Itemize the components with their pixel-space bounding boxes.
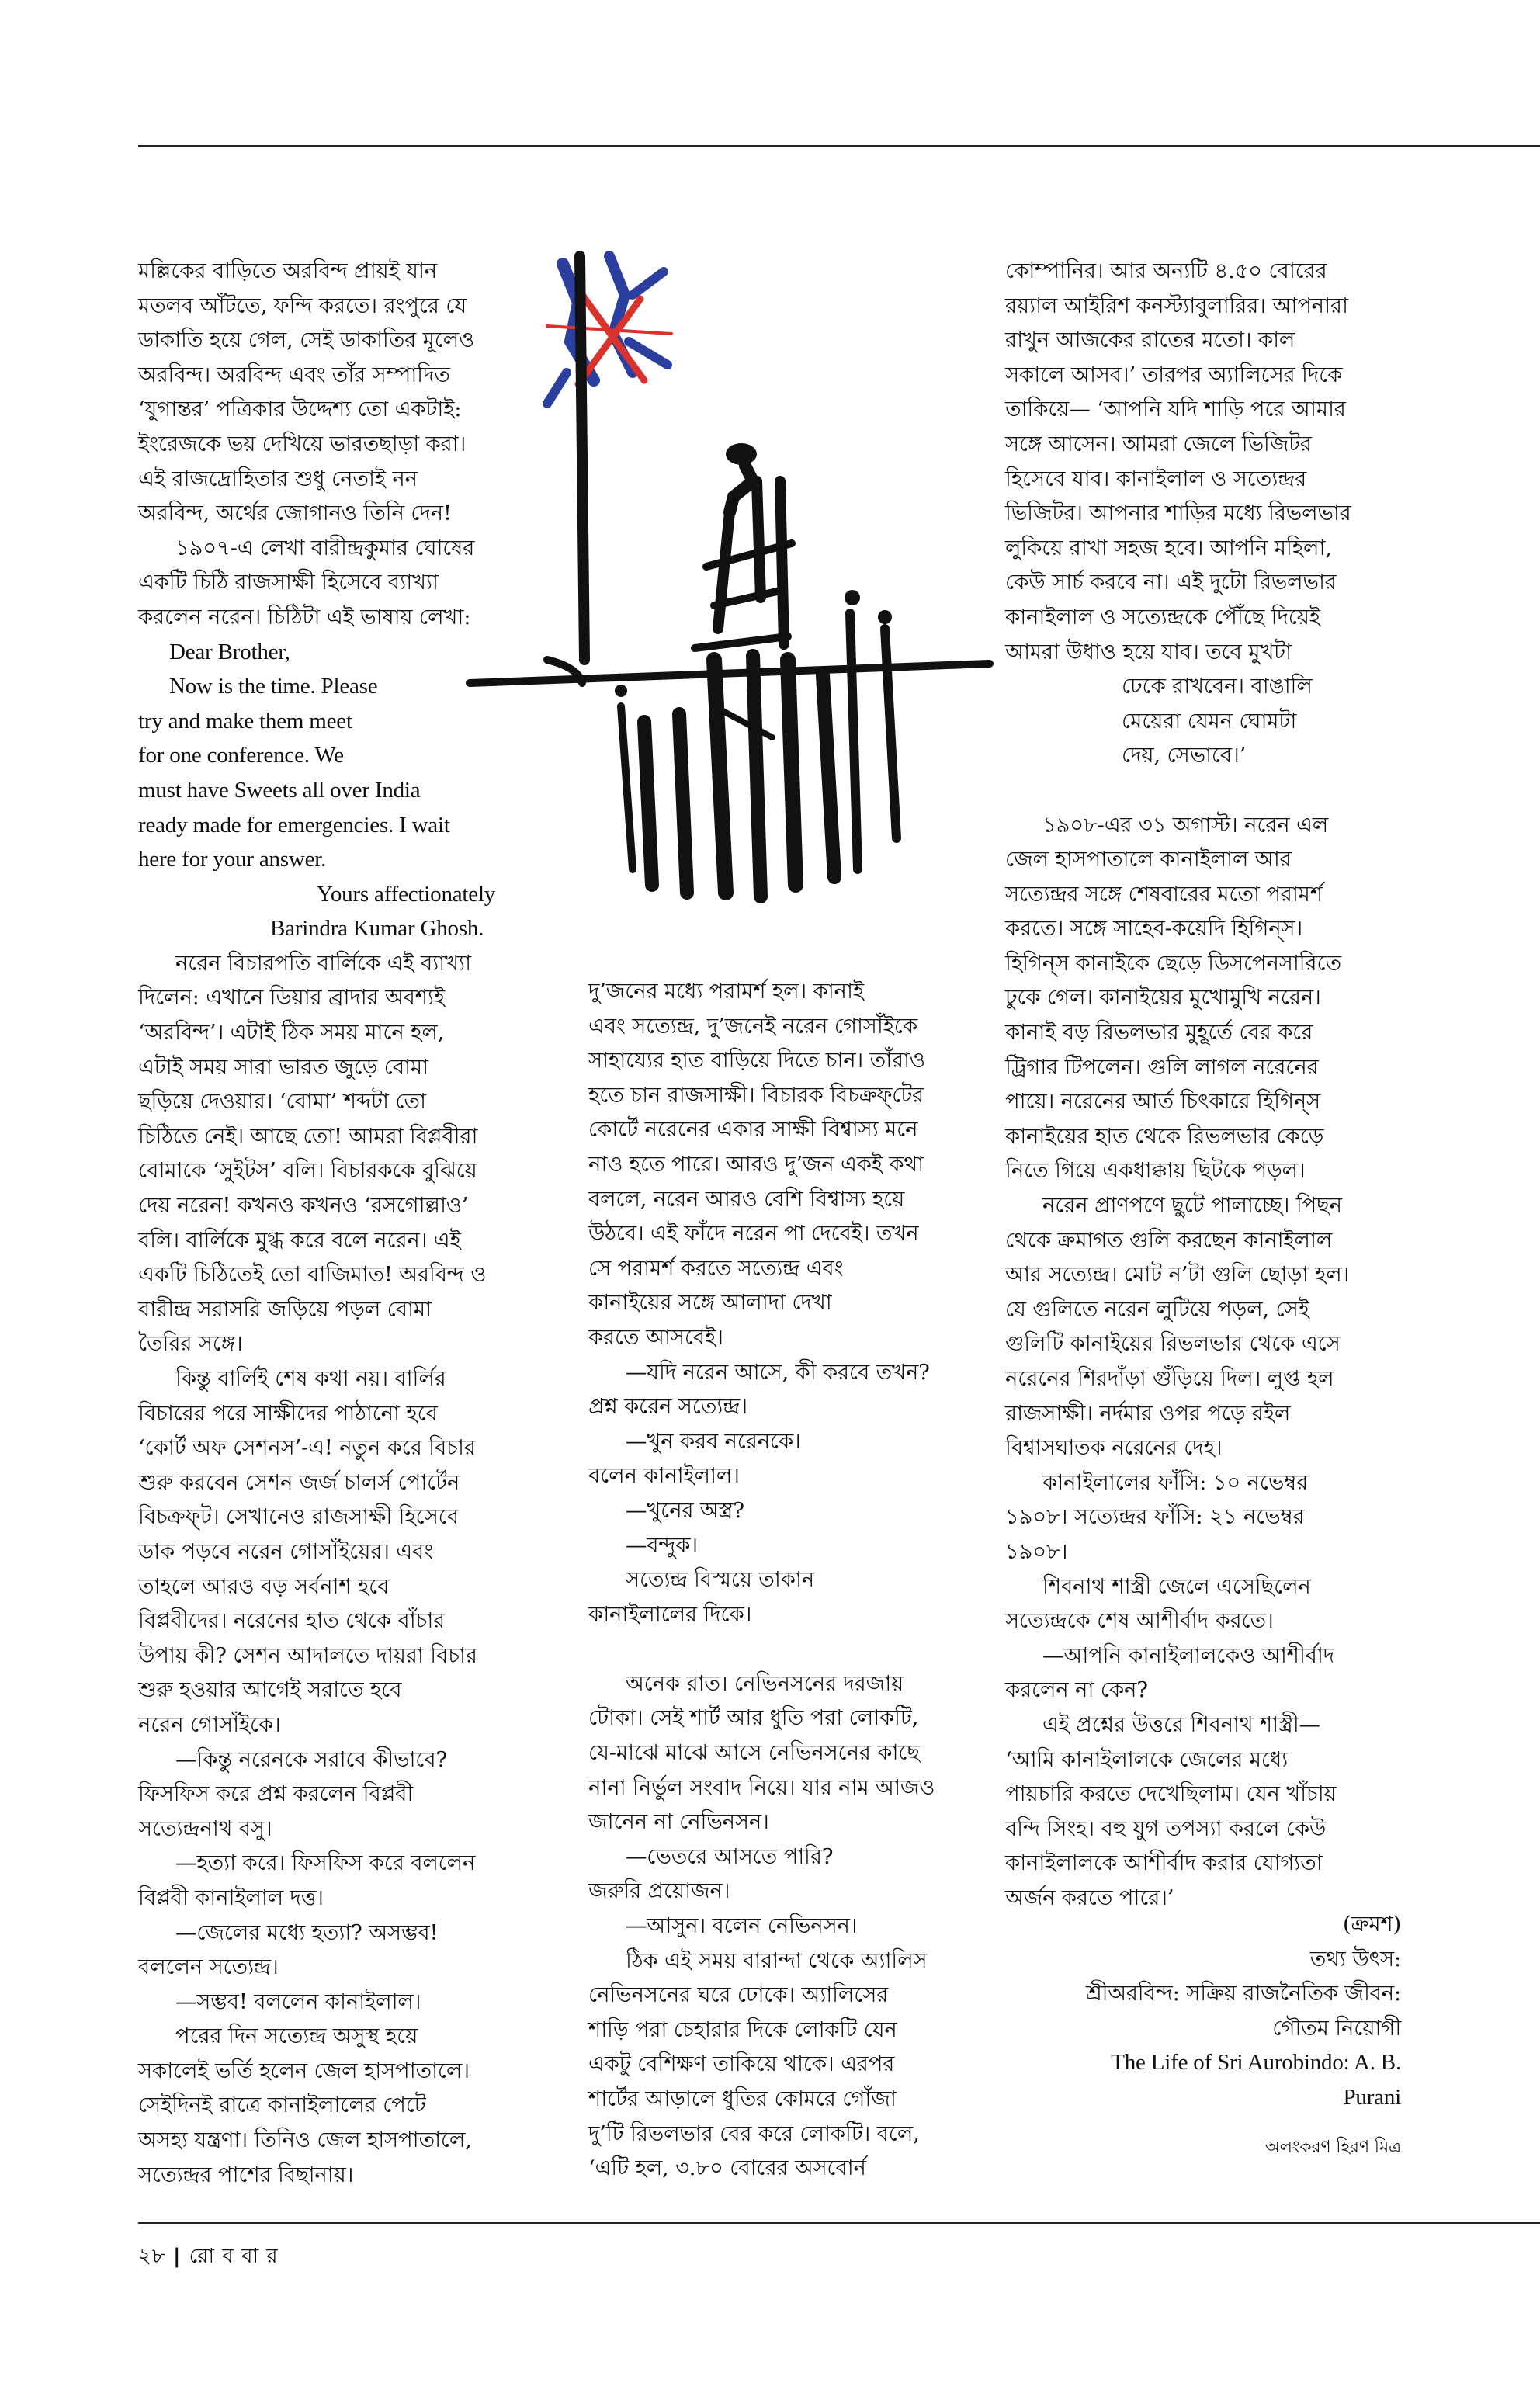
dialogue-line: —কিন্তু নরেনকে সরাবে কীভাবে?	[175, 1746, 447, 1772]
text-line: কানাইলালের ফাঁসি: ১০ নভেম্বর	[1042, 1469, 1309, 1495]
letter-line: Now is the time. Please	[169, 674, 378, 699]
text-line: উঠবে। এই ফাঁদে নরেন পা দেবেই। তখন	[588, 1221, 919, 1247]
text-line: তৈরির সঙ্গে।	[138, 1331, 243, 1357]
column-3	[1005, 254, 1409, 1916]
text-line: জেল হাসপাতালে কানাইলাল আর	[1005, 847, 1292, 872]
text-line: ছড়িয়ে দেওয়ার। ‘বোমা’ শব্দটা তো	[138, 1089, 426, 1115]
dialogue-line: —হত্যা করে। ফিসফিস করে বললেন	[175, 1850, 476, 1876]
text-line: ১৯০৮।	[1005, 1538, 1068, 1564]
text-line: দিলেন: এখানে ডিয়ার ব্রাদার অবশ্যই	[138, 985, 445, 1011]
text-line: কিন্তু বার্লিই শেষ কথা নয়। বার্লির	[175, 1366, 446, 1391]
text-line: পায়চারি করতে দেখেছিলাম। যেন খাঁচায়	[1005, 1781, 1337, 1807]
text-line: সকালেই ভর্তি হলেন জেল হাসপাতালে।	[138, 2058, 470, 2083]
sources-label: তথ্য উৎস:	[1309, 1946, 1401, 1972]
text-line: নরেনের শিরদাঁড়া গুঁড়িয়ে দিল। লুপ্ত হল	[1005, 1366, 1334, 1391]
text-line: দেয়, সেভাবে।’	[1122, 743, 1247, 768]
text-line: শার্টের আড়ালে ধুতির কোমরে গোঁজা	[588, 2086, 897, 2111]
text-line: তাহলে আরও বড় সর্বনাশ হবে	[138, 1573, 390, 1599]
text-line: ঢুকে গেল। কানাইয়ের মুখোমুখি নরেন।	[1005, 985, 1321, 1011]
text-line: পরের দিন সত্যেন্দ্র অসুস্থ হয়ে	[175, 2024, 418, 2049]
text-line: বললেন সত্যেন্দ্র।	[138, 1954, 279, 1980]
text-line: কোর্টে নরেনের একার সাক্ষী বিশ্বাস্য মনে	[588, 1117, 918, 1143]
text-line: বিশ্বাসঘাতক নরেনের দেহ।	[1005, 1435, 1223, 1461]
text-line: গুলিটি কানাইয়ের রিভলভার থেকে এসে	[1005, 1331, 1341, 1357]
page-number: ২৮	[138, 2245, 166, 2268]
text-line: ভিজিটর। আপনার শাড়ির মধ্যে রিভলভার	[1005, 501, 1351, 526]
text-line: নাও হতে পারে। আরও দু’জন একই কথা	[588, 1151, 924, 1177]
text-line: সত্যেন্দ্র বিস্ময়ে তাকান	[626, 1567, 814, 1593]
letter-line: for one conference. We	[138, 743, 344, 768]
page-footer	[138, 2240, 279, 2274]
endnotes	[1005, 1907, 1401, 2165]
text-line: বারীন্দ্র সরাসরি জড়িয়ে পড়ল বোমা	[138, 1296, 432, 1322]
section-gap	[1005, 773, 1409, 808]
letter-line: try and make them meet	[138, 708, 352, 734]
text-line: ১৯০৮। সত্যেন্দ্রর ফাঁসি: ২১ নভেম্বর	[1005, 1504, 1305, 1530]
dialogue-line: —খুনের অস্ত্র?	[626, 1497, 744, 1523]
dialogue-line: —আপনি কানাইলালকেও আশীর্বাদ	[1042, 1642, 1334, 1668]
text-line: সে পরামর্শ করতে সত্যেন্দ্র এবং	[588, 1255, 844, 1281]
text-line: আমরা উধাও হয়ে যাব। তবে মুখটা	[1005, 639, 1292, 664]
text-line: অনেক রাত। নেভিনসনের দরজায়	[626, 1670, 904, 1696]
text-line: ফিসফিস করে প্রশ্ন করলেন বিপ্লবী	[138, 1781, 414, 1807]
text-line: নেভিনসনের ঘরে ঢোকে। অ্যালিসের	[588, 1982, 889, 2008]
letter-line: ready made for emergencies. I wait	[138, 812, 450, 838]
text-line: মেয়েরা যেমন ঘোমটা	[1122, 708, 1297, 734]
text-line: করতে আসবেই।	[588, 1324, 723, 1350]
text-line: মল্লিকের বাড়িতে অরবিন্দ প্রায়ই যান	[138, 258, 437, 283]
text-line: ১৯০৭-এ লেখা বারীন্দ্রকুমার ঘোষের	[175, 535, 475, 560]
text-line: ইংরেজকে ভয় দেখিয়ে ভারতছাড়া করা।	[138, 431, 467, 456]
dialogue-line: —খুন করব নরেনকে।	[626, 1428, 801, 1454]
letter-line: Dear Brother,	[169, 639, 290, 664]
text-line: সত্যেন্দ্রনাথ বসু।	[138, 1816, 272, 1841]
text-line: শাড়ি পরা চেহারার দিকে লোকটি যেন	[588, 2017, 897, 2042]
text-line: হিগিন্‌স কানাইকে ছেড়ে ডিসপেনসারিতে	[1005, 950, 1341, 976]
text-line: নরেন বিচারপতি বার্লিকে এই ব্যাখ্যা	[175, 950, 471, 976]
text-line: সত্যেন্দ্রর সঙ্গে শেষবারের মতো পরামর্শ	[1005, 881, 1323, 907]
text-line: করলেন না কেন?	[1005, 1677, 1148, 1703]
text-line: কানাই বড় রিভলভার মুহূর্তে বের করে	[1005, 1020, 1313, 1046]
text-line: ‘এটি হল, ৩.৮০ বোরের অসবোর্ন	[588, 2155, 866, 2181]
text-line: নানা নির্ভুল সংবাদ নিয়ে। যার নাম আজও	[588, 1774, 935, 1800]
text-line: ডাকাতি হয়ে গেল, সেই ডাকাতির মূলেও	[138, 328, 475, 353]
source-author: Purani	[1343, 2084, 1401, 2110]
ink-illustration	[446, 225, 1005, 908]
letter-signature: Barindra Kumar Ghosh.	[270, 916, 484, 942]
text-line: যে-মাঝে মাঝে আসে নেভিনসনের কাছে	[588, 1740, 920, 1766]
text-line: হিসেবে যাব। কানাইলাল ও সত্যেন্দ্রর	[1005, 466, 1307, 491]
text-line: বলেন কানাইলাল।	[588, 1463, 740, 1489]
column-2	[588, 974, 992, 2186]
dialogue-line: —ভেতরে আসতে পারি?	[626, 1843, 834, 1869]
text-line: লুকিয়ে রাখা সহজ হবে। আপনি মহিলা,	[1005, 535, 1332, 560]
dialogue-line: —আসুন। বলেন নেভিনসন।	[626, 1913, 858, 1939]
text-line: ঠিক এই সময় বারান্দা থেকে অ্যালিস	[626, 1947, 928, 1973]
text-line: সত্যেন্দ্রকে শেষ আশীর্বাদ করতে।	[1005, 1608, 1274, 1634]
text-line: শিবনাথ শাস্ত্রী জেলে এসেছিলেন	[1042, 1573, 1311, 1599]
source-author: গৌতম নিয়োগী	[1272, 2015, 1401, 2041]
text-line: সাহায্যের হাত বাড়িয়ে দিতে চান। তাঁরাও	[588, 1048, 925, 1073]
text-line: টোকা। সেই শার্ট আর ধুতি পরা লোকটি,	[588, 1705, 919, 1731]
text-line: পায়ে। নরেনের আর্ত চিৎকারে হিগিন্‌স	[1005, 1089, 1320, 1115]
text-line: ট্রিগার টিপলেন। গুলি লাগল নরেনের	[1005, 1054, 1319, 1080]
text-line: এই প্রশ্নের উত্তরে শিবনাথ শাস্ত্রী—	[1042, 1712, 1320, 1737]
text-line: জরুরি প্রয়োজন।	[588, 1878, 730, 1904]
text-line: সত্যেন্দ্রর পাশের বিছানায়।	[138, 2162, 354, 2187]
letter-line: must have Sweets all over India	[138, 777, 421, 803]
text-line: ‘অরবিন্দ’। এটাই ঠিক সময় মানে হল,	[138, 1020, 445, 1046]
text-line: অসহ্য যন্ত্রণা। তিনিও জেল হাসপাতালে,	[138, 2128, 472, 2153]
text-line: উপায় কী? সেশন আদালতে দায়রা বিচার	[138, 1642, 477, 1668]
text-line: শুরু করবেন সেশন জর্জ চালর্স পোর্টেন	[138, 1469, 460, 1495]
text-line: বিপ্লবী কানাইলাল দত্ত।	[138, 1885, 324, 1910]
text-line: হতে চান রাজসাক্ষী। বিচারক বিচক্রফ্‌টের	[588, 1082, 924, 1108]
letter-signoff: Yours affectionately	[317, 881, 496, 907]
text-line: নরেন গোসাঁইকে।	[138, 1712, 281, 1737]
text-line: বন্দি সিংহ। বহু যুগ তপস্যা করলে কেউ	[1005, 1816, 1327, 1841]
text-line: বিপ্লবীদের। নরেনের হাত থেকে বাঁচার	[138, 1608, 446, 1634]
text-line: কোম্পানির। আর অন্যটি ৪.৫০ বোরের	[1005, 258, 1327, 283]
text-line: চিঠিতে নেই। আছে তো! আমরা বিপ্লবীরা	[138, 1123, 478, 1149]
text-line: বোমাকে ‘সুইটস’ বলি। বিচারককে বুঝিয়ে	[138, 1158, 477, 1184]
source-title: The Life of Sri Aurobindo: A. B.	[1111, 2050, 1401, 2076]
text-line: সকালে আসব।’ তারপর অ্যালিসের দিকে	[1005, 362, 1343, 387]
dialogue-line: —জেলের মধ্যে হত্যা? অসম্ভব!	[175, 1920, 439, 1945]
text-line: অর্জন করতে পারে।’	[1005, 1885, 1174, 1910]
text-line: কানাইলালের দিকে।	[588, 1601, 752, 1627]
text-line: অরবিন্দ। অরবিন্দ এবং তাঁর সম্পাদিত	[138, 362, 450, 387]
text-line: কানাইলালকে আশীর্বাদ করার যোগ্যতা	[1005, 1850, 1323, 1876]
continued-marker: (ক্রমশ)	[1343, 1912, 1401, 1937]
text-line: সেইদিনই রাত্রে কানাইলালের পেটে	[138, 2093, 426, 2118]
text-line: মতলব আঁটতে, ফন্দি করতে। রংপুরে যে	[138, 293, 467, 318]
footer-separator: |	[173, 2245, 189, 2268]
text-line: দু’টি রিভলভার বের করে লোকটি। বলে,	[588, 2121, 920, 2146]
section-gap	[1005, 2115, 1401, 2131]
section-gap	[588, 1632, 992, 1666]
text-line: তাকিয়ে— ‘আপনি যদি শাড়ি পরে আমার	[1005, 397, 1346, 422]
letter-line: here for your answer.	[138, 847, 327, 872]
text-line: রয়্যাল আইরিশ কনস্ট্যাবুলারির। আপনারা	[1005, 293, 1348, 318]
dialogue-line: —বন্দুক।	[626, 1532, 698, 1558]
text-line: একটু বেশিক্ষণ তাকিয়ে থাকে। এরপর	[588, 2051, 895, 2077]
text-line: একটি চিঠি রাজসাক্ষী হিসেবে ব্যাখ্যা	[138, 570, 439, 595]
text-line: আর সত্যেন্দ্র। মোট ন’টা গুলি ছোড়া হল।	[1005, 1262, 1350, 1288]
text-line: ‘যুগান্তর’ পত্রিকার উদ্দেশ্য তো একটাই:	[138, 397, 462, 422]
text-line: অরবিন্দ, অর্থের জোগানও তিনি দেন!	[138, 501, 452, 526]
text-line: ডাক পড়বে নরেন গোসাঁইয়ের। এবং	[138, 1538, 433, 1564]
text-line: ঢেকে রাখবেন। বাঙালি	[1122, 674, 1313, 699]
dialogue-line: —সম্ভব! বললেন কানাইলাল।	[175, 1989, 421, 2014]
text-line: রাখুন আজকের রাতের মতো। কাল	[1005, 328, 1295, 353]
text-line: করতে। সঙ্গে সাহেব-কয়েদি হিগিন্‌স।	[1005, 916, 1303, 942]
text-line: করলেন নরেন। চিঠিটা এই ভাষায় লেখা:	[138, 604, 471, 629]
text-line: যে গুলিতে নরেন লুটিয়ে পড়ল, সেই	[1005, 1296, 1309, 1322]
text-line: এটাই সময় সারা ভারত জুড়ে বোমা	[138, 1054, 428, 1080]
text-line: ‘কোর্ট অফ সেশনস’-এ! নতুন করে বিচার	[138, 1435, 476, 1461]
text-line: দু’জনের মধ্যে পরামর্শ হল। কানাই	[588, 979, 864, 1004]
text-line: ১৯০৮-এর ৩১ অগাস্ট। নরেন এল	[1042, 812, 1329, 838]
illustration-credit: অলংকরণ হিরণ মিত্র	[1264, 2137, 1401, 2157]
text-line: বিচারের পরে সাক্ষীদের পাঠানো হবে	[138, 1400, 438, 1426]
bottom-rule	[138, 2222, 1540, 2224]
text-line: নিতে গিয়ে একধাক্কায় ছিটকে পড়ল।	[1005, 1158, 1306, 1184]
source-title: শ্রীঅরবিন্দ: সক্রিয় রাজনৈতিক জীবন:	[1085, 1981, 1401, 2006]
text-line: প্রশ্ন করেন সত্যেন্দ্র।	[588, 1394, 747, 1420]
text-line: কেউ সার্চ করবে না। এই দুটো রিভলভার	[1005, 570, 1337, 595]
text-line: বললে, নরেন আরও বেশি বিশ্বাস্য হয়ে	[588, 1186, 905, 1212]
text-line: রাজসাক্ষী। নর্দমার ওপর পড়ে রইল	[1005, 1400, 1291, 1426]
text-line: কানাইলাল ও সত্যেন্দ্রকে পৌঁছে দিয়েই	[1005, 604, 1320, 629]
text-line: এই রাজদ্রোহিতার শুধু নেতাই নন	[138, 466, 418, 491]
text-line: সঙ্গে আসেন। আমরা জেলে ভিজিটর	[1005, 431, 1312, 456]
text-line: দেয় নরেন! কখনও কখনও ‘রসগোল্লাও’	[138, 1193, 469, 1219]
text-line: এবং সত্যেন্দ্র, দু’জনেই নরেন গোসাঁইকে	[588, 1013, 917, 1039]
text-line: বলি। বার্লিকে মুগ্ধ করে বলে নরেন। এই	[138, 1227, 461, 1253]
magazine-name: রো ব বা র	[189, 2245, 279, 2268]
top-rule	[138, 145, 1540, 147]
text-line: থেকে ক্রমাগত গুলি করছেন কানাইলাল	[1005, 1227, 1333, 1253]
text-line: কানাইয়ের সঙ্গে আলাদা দেখা	[588, 1290, 832, 1316]
text-line: একটি চিঠিতেই তো বাজিমাত! অরবিন্দ ও	[138, 1262, 487, 1288]
flag-icon	[547, 256, 671, 404]
text-line: ‘আমি কানাইলালকে জেলের মধ্যে	[1005, 1746, 1289, 1772]
dialogue-line: —যদি নরেন আসে, কী করবে তখন?	[626, 1359, 930, 1385]
text-line: শুরু হওয়ার আগেই সরাতে হবে	[138, 1677, 402, 1703]
text-line: কানাইয়ের হাত থেকে রিভলভার কেড়ে	[1005, 1123, 1324, 1149]
text-line: জানেন না নেভিনসন।	[588, 1809, 769, 1835]
text-line: বিচক্রফ্‌ট। সেখানেও রাজসাক্ষী হিসেবে	[138, 1504, 459, 1530]
text-line: নরেন প্রাণপণে ছুটে পালাচ্ছে। পিছন	[1042, 1193, 1342, 1219]
